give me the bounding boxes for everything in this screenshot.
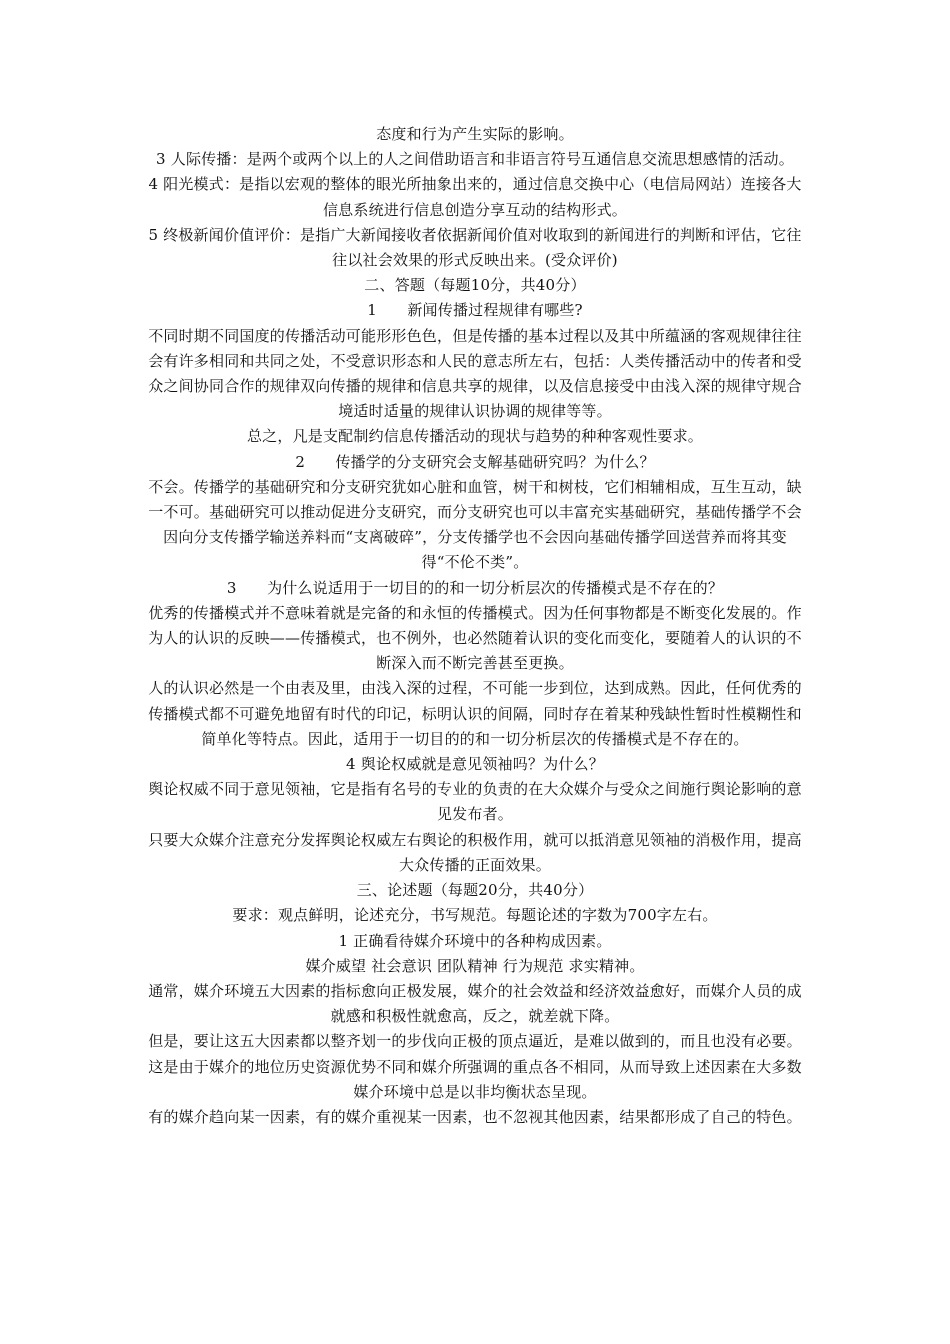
answer-3-paragraph-1: 优秀的传播模式并不意味着就是完备的和永恒的传播模式。因为任何事物都是不断变化发展的。作为人的认识的反映——传播模式，也不例外，也必然随着认识的变化而变化，要随着人的认识的不断深入而不断完善甚至更换。 xyxy=(148,603,802,673)
essay-requirements: 要求：观点鲜明，论述充分，书写规范。每题论述的字数为700字左右。 xyxy=(232,906,718,925)
answer-1-paragraph-1: 不同时期不同国度的传播活动可能形形色色，但是传播的基本过程以及其中所蕴涵的客观规律往往会有许多相同和共同之处，不受意识形态和人民的意志所左右，包括：人类传播活动中的传者和受众之间协同合作的规律双向传播的规律和信息共享的规律，以及信息接受中由浅入深的规律守规合境适时适量的规律认识协调的规律等等。 xyxy=(148,326,802,421)
paragraph-definition-news-value: 5 终极新闻价值评价：是指广大新闻接收者依据新闻价值对收取到的新闻进行的判断和评估，它往往以社会效果的形式反映出来。(受众评价) xyxy=(148,225,802,270)
essay-1-paragraph-4: 有的媒介趋向某一因素，有的媒介重视某一因素，也不忽视其他因素，结果都形成了自己的特色。 xyxy=(148,1107,802,1126)
answer-2-paragraph: 不会。传播学的基础研究和分支研究犹如心脏和血管，树干和树枝，它们相辅相成，互生互动，缺一不可。基础研究可以推动促进分支研究，而分支研究也可以丰富充实基础研究，基础传播学不会因向分支传播学输送养料而“支离破碎”，分支传播学也不会因向基础传播学回送营养而将其变得“不伦不类”。 xyxy=(148,477,802,572)
paragraph-definition-sunshine-model: 4 阳光模式：是指以宏观的整体的眼光所抽象出来的，通过信息交换中心（电信局网站）连接各大信息系统进行信息创造分享互动的结构形式。 xyxy=(148,175,802,219)
question-3: 3 为什么说适用于一切目的的和一切分析层次的传播模式是不存在的？ xyxy=(226,578,724,597)
paragraph-definition-2-tail: 态度和行为产生实际的影响。 xyxy=(376,125,574,143)
section-heading-2: 二、答题（每题10分，共40分） xyxy=(364,276,586,295)
essay-1-paragraph-1: 通常，媒介环境五大因素的指标愈向正极发展，媒介的社会效益和经济效益愈好，而媒介人员的成就感和积极性就愈高，反之，就差就下降。 xyxy=(148,981,802,1026)
question-4: 4 舆论权威就是意见领袖吗？为什么？ xyxy=(346,755,604,774)
essay-1-paragraph-3: 这是由于媒介的地位历史资源优势不同和媒介所强调的重点各不相同，从而导致上述因素在大多数媒介环境中总是以非均衡状态呈现。 xyxy=(148,1057,802,1101)
document-page xyxy=(146,122,804,1130)
essay-1-paragraph-2: 但是，要让这五大因素都以整齐划一的步伐向正极的顶点逼近，是难以做到的，而且也没有必要。 xyxy=(148,1032,802,1051)
answer-4-paragraph-1: 舆论权威不同于意见领袖，它是指有名号的专业的负责的在大众媒介与受众之间施行舆论影响的意见发布者。 xyxy=(148,780,802,824)
question-2: 2 传播学的分支研究会支解基础研究吗？为什么？ xyxy=(295,452,655,471)
paragraph-definition-interpersonal: 3 人际传播：是两个或两个以上的人之间借助语言和非语言符号互通信息交流思想感情的活动。 xyxy=(156,150,794,169)
answer-3-paragraph-2: 人的认识必然是一个由表及里，由浅入深的过程，不可能一步到位，达到成熟。因此，任何优秀的传播模式都不可避免地留有时代的印记，标明认识的间隔，同时存在着某种残缺性暂时性模糊性和简单化等特点。因此，适用于一切目的的和一切分析层次的传播模式是不存在的。 xyxy=(148,679,802,748)
question-1: 1 新闻传播过程规律有哪些? xyxy=(367,301,583,320)
answer-4-paragraph-2: 只要大众媒介注意充分发挥舆论权威左右舆论的积极作用，就可以抵消意见领袖的消极作用，提高大众传播的正面效果。 xyxy=(148,830,802,874)
section-heading-3: 三、论述题（每题20分，共40分） xyxy=(356,881,594,900)
essay-question-1: 1 正确看待媒介环境中的各种构成因素。 xyxy=(338,931,612,950)
essay-1-factors: 媒介威望 社会意识 团队精神 行为规范 求实精神。 xyxy=(305,956,645,975)
answer-1-paragraph-2: 总之，凡是支配制约信息传播活动的现状与趋势的种种客观性要求。 xyxy=(246,427,703,446)
